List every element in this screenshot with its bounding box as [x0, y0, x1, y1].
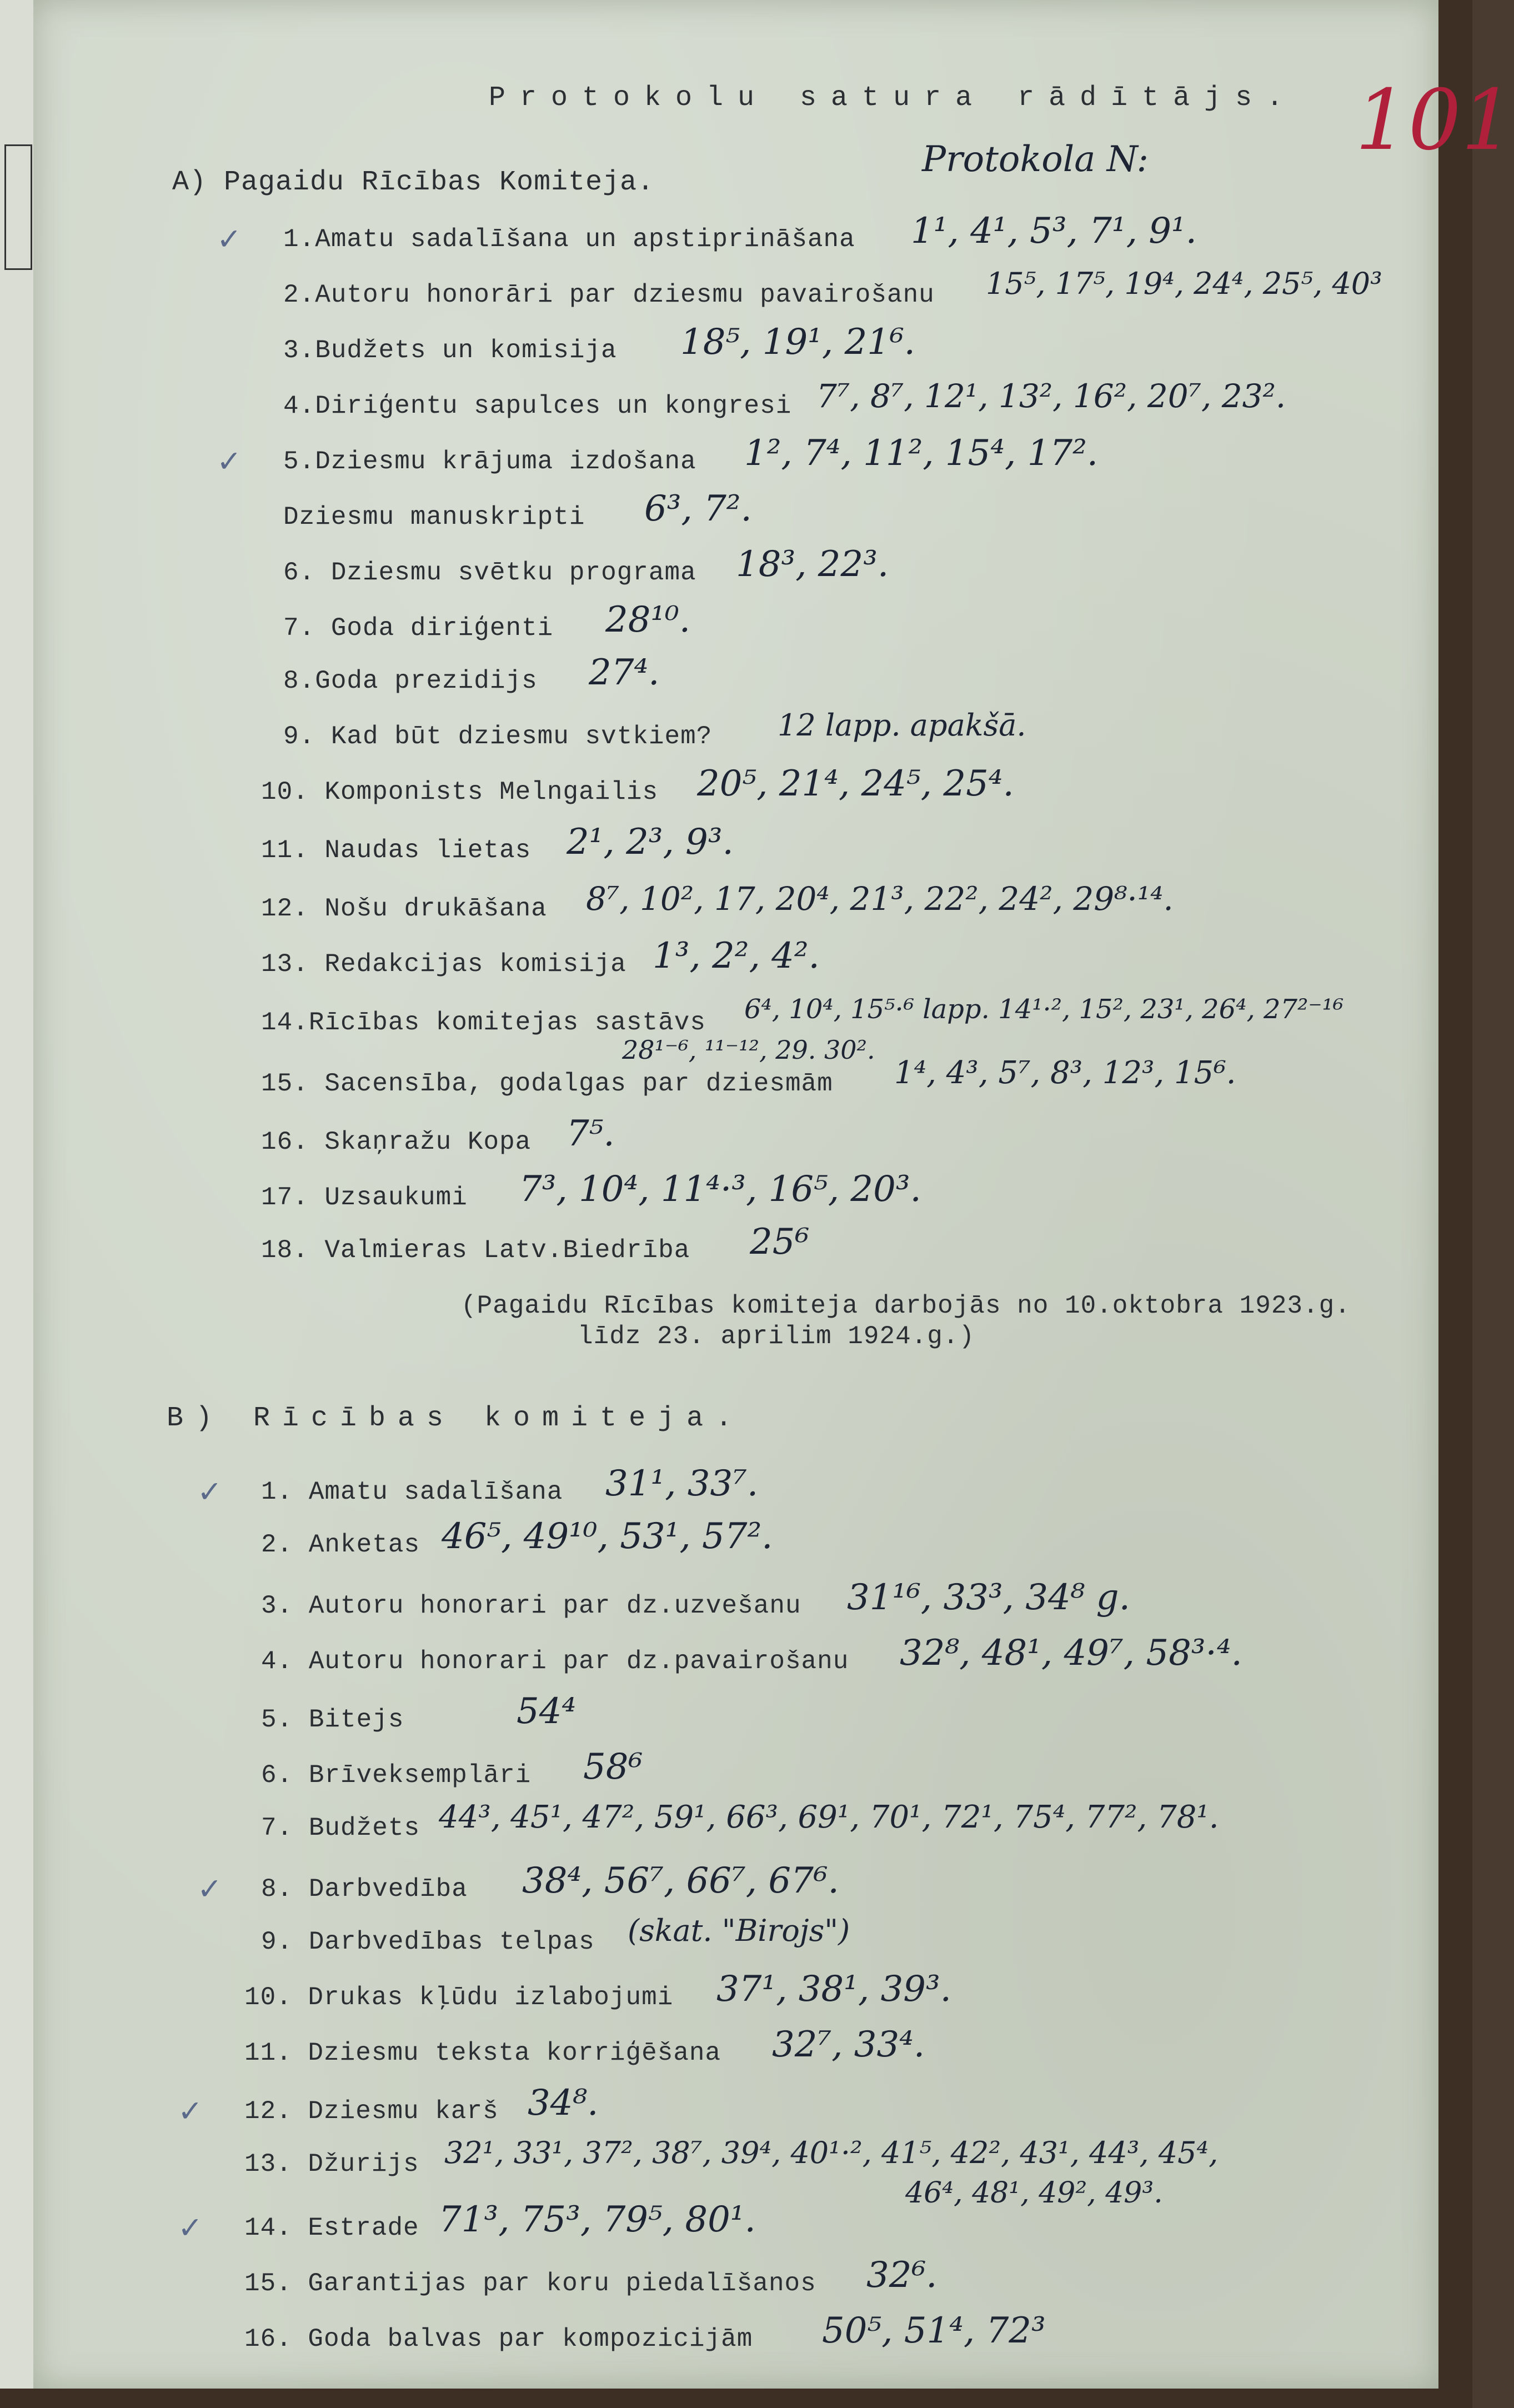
index-entry-protocol-refs: 15⁵, 17⁵, 19⁴, 24⁴, 25⁵, 40³ [986, 266, 1382, 301]
index-entry-label: 2.Autoru honorāri par dziesmu pavairošanu [283, 281, 935, 309]
section-a-heading: A) Pagaidu Rīcības Komiteja. [172, 167, 655, 198]
index-entry-label: 4. Autoru honorari par dz.pavairošanu [261, 1647, 849, 1676]
index-entry-label: Dziesmu manuskripti [283, 503, 585, 532]
index-entry-protocol-refs: 71³, 75³, 79⁵, 80¹. [439, 2199, 756, 2240]
index-entry-label: 3. Autoru honorari par dz.uzvešanu [261, 1591, 801, 1620]
index-entry-label: 16. Skaņražu Kopa [261, 1128, 532, 1157]
index-entry-label: 9. Kad būt dziesmu svtkiem? [283, 722, 713, 751]
index-entry-protocol-refs: 1¹, 4¹, 5³, 7¹, 9¹. [911, 211, 1197, 252]
index-entry-label: 13. Redakcijas komisija [261, 950, 626, 979]
index-entry-label: 14.Rīcības komitejas sastāvs [261, 1008, 706, 1037]
index-entry-label: 6. Dziesmu svētku programa [283, 558, 696, 587]
index-entry-protocol-refs: 32⁷, 33⁴. [772, 2024, 925, 2065]
index-entry-protocol-refs: 32¹, 33¹, 37², 38⁷, 39⁴, 40¹·², 41⁵, 42², 43¹, 44³, 45⁴, [444, 2135, 1219, 2170]
index-entry-protocol-refs: 1², 7⁴, 11², 15⁴, 17². [744, 433, 1099, 474]
index-entry-label: 10. Komponists Melngailis [261, 778, 659, 807]
index-entry-protocol-refs: 25⁶ [750, 1221, 810, 1263]
index-entry-protocol-refs: 31¹⁶, 33³, 34⁸ g. [847, 1577, 1130, 1618]
index-entry-protocol-refs: 18³, 22³. [736, 544, 889, 585]
index-entry-protocol-refs: 18⁵, 19¹, 21⁶. [680, 322, 915, 363]
index-entry-protocol-refs: 8⁷, 10², 17, 20⁴, 21³, 22², 24², 29⁸·¹⁴. [586, 880, 1174, 918]
index-entry-protocol-refs: 1³, 2², 4². [653, 935, 820, 977]
index-entry-label: 13. Džurijs [244, 2150, 419, 2179]
index-entry-protocol-refs: 31¹, 33⁷. [605, 1463, 759, 1504]
binding-bottom-edge [0, 2389, 1472, 2408]
page-title: Protokolu satura rādītājs. [489, 82, 1298, 114]
index-entry-label: 7. Budžets [261, 1814, 420, 1843]
index-entry-protocol-refs: 46⁵, 49¹⁰, 53¹, 57². [442, 1516, 773, 1557]
index-entry-label: 15. Sacensība, godalgas par dziesmām [261, 1069, 833, 1098]
margin-box [4, 144, 32, 270]
check-mark-icon: ✓ [197, 1871, 223, 1906]
index-entry-label: 8.Goda prezidijs [283, 667, 538, 695]
index-entry-protocol-refs: 2¹, 2³, 9³. [567, 822, 734, 863]
binding-right-edge [1438, 0, 1472, 2408]
check-mark-icon: ✓ [178, 2210, 203, 2245]
protocol-number-label: Protokola N: [922, 139, 1149, 180]
index-entry-protocol-refs: 6⁴, 10⁴, 15⁵·⁶ lapp. 14¹·², 15², 23¹, 26⁴, 27²⁻¹⁶ [744, 994, 1344, 1025]
check-mark-icon: ✓ [217, 444, 242, 479]
binding-left-edge [0, 0, 36, 2408]
check-mark-icon: ✓ [217, 222, 242, 257]
index-entry-label: 14. Estrade [244, 2214, 419, 2242]
index-entry-label: 1. Amatu sadalīšana [261, 1478, 563, 1506]
index-entry-protocol-refs: 7⁵. [567, 1113, 615, 1154]
index-entry-protocol-refs: 38⁴, 56⁷, 66⁷, 67⁶. [522, 1860, 839, 1901]
index-entry-protocol-refs: 12 lapp. apakšā. [778, 708, 1026, 743]
index-entry-protocol-refs: 27⁴. [589, 652, 660, 693]
index-entry-protocol-refs: 7⁷, 8⁷, 12¹, 13², 16², 20⁷, 23². [816, 377, 1286, 415]
index-entry-label: 15. Garantijas par koru piedalīšanos [244, 2269, 816, 2298]
index-entry-protocol-refs: (skat. "Birojs") [628, 1913, 850, 1948]
index-entry-label: 18. Valmieras Latv.Biedrība [261, 1236, 690, 1265]
index-entry-protocol-refs: 1⁴, 4³, 5⁷, 8³, 12³, 15⁶. [894, 1055, 1236, 1091]
index-entry-label: 3.Budžets un komisija [283, 336, 617, 365]
index-entry-label: 5.Dziesmu krājuma izdošana [283, 447, 696, 476]
index-entry-label: 2. Anketas [261, 1530, 420, 1559]
index-entry-protocol-refs: 50⁵, 51⁴, 72³ [822, 2310, 1046, 2351]
index-entry-label: 9. Darbvedības telpas [261, 1928, 595, 1956]
index-entry-protocol-refs: 20⁵, 21⁴, 24⁵, 25⁴. [697, 763, 1014, 804]
index-entry-protocol-refs: 7³, 10⁴, 11⁴·³, 16⁵, 20³. [519, 1169, 921, 1210]
index-entry-protocol-refs: 28¹⁰. [605, 599, 691, 640]
index-entry-label: 11. Naudas lietas [261, 836, 532, 865]
index-entry-label: 7. Goda diriģenti [283, 614, 554, 643]
index-entry-protocol-refs: 32⁸, 48¹, 49⁷, 58³·⁴. [900, 1633, 1242, 1674]
index-entry-label: 12. Nošu drukāšana [261, 894, 547, 923]
index-entry-protocol-refs-continued: 46⁴, 48¹, 49², 49³. [905, 2176, 1163, 2210]
section-a-note-line1: (Pagaidu Rīcības komiteja darbojās no 10.oktobra 1923.g. [461, 1291, 1351, 1320]
index-entry-protocol-refs: 44³, 45¹, 47², 59¹, 66³, 69¹, 70¹, 72¹, 75⁴, 77², 78¹. [439, 1799, 1219, 1835]
index-entry-label: 11. Dziesmu teksta korriģēšana [244, 2039, 721, 2067]
check-mark-icon: ✓ [197, 1474, 223, 1509]
index-entry-label: 1.Amatu sadalīšana un apstiprināšana [283, 225, 855, 254]
index-entry-label: 4.Diriģentu sapulces un kongresi [283, 392, 792, 420]
index-entry-extra-refs: 28¹⁻⁶, ¹¹⁻¹², 29. 30². [622, 1035, 875, 1065]
section-b-heading: B) Rīcības komiteja. [167, 1403, 745, 1434]
index-entry-label: 16. Goda balvas par kompozicijām [244, 2325, 753, 2354]
index-entry-protocol-refs: 37¹, 38¹, 39³. [716, 1969, 951, 2010]
index-entry-label: 8. Darbvedība [261, 1875, 468, 1904]
index-entry-protocol-refs: 54⁴ [517, 1691, 576, 1732]
index-entry-protocol-refs: 58⁶ [583, 1746, 643, 1788]
index-entry-label: 12. Dziesmu karš [244, 2097, 499, 2126]
index-entry-protocol-refs: 34⁸. [528, 2082, 599, 2124]
index-entry-protocol-refs: 6³, 7². [644, 488, 752, 529]
check-mark-icon: ✓ [178, 2094, 203, 2129]
section-a-note-line2: līdz 23. aprilim 1924.g.) [578, 1322, 975, 1351]
page-number: 101 [1355, 72, 1514, 169]
index-entry-label: 10. Drukas kļūdu izlabojumi [244, 1983, 674, 2012]
index-entry-protocol-refs: 32⁶. [866, 2255, 938, 2296]
index-entry-label: 17. Uzsaukumi [261, 1183, 468, 1212]
index-entry-label: 6. Brīveksemplāri [261, 1761, 532, 1790]
index-entry-label: 5. Bitejs [261, 1705, 404, 1734]
